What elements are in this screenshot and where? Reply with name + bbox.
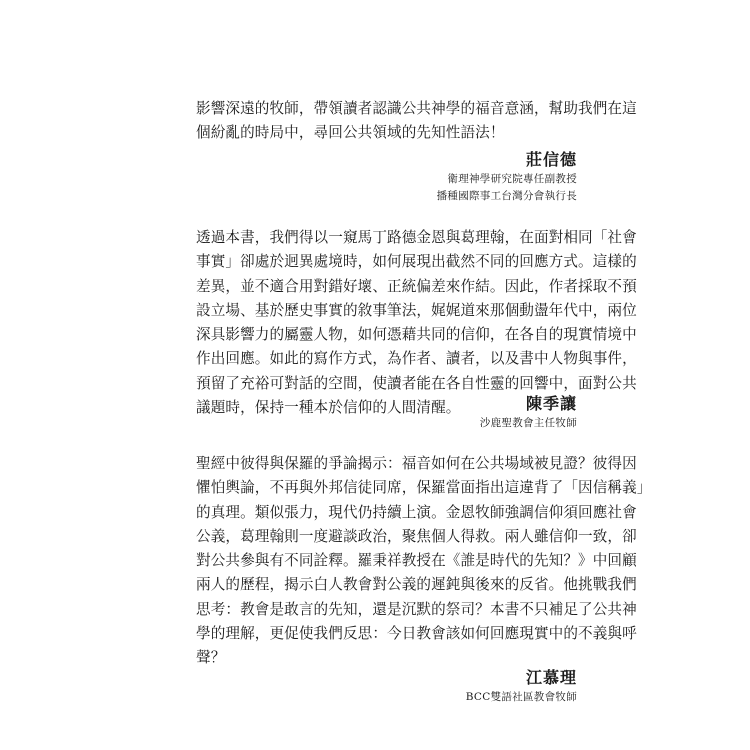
text-line: 事實」卻處於迥異處境時，如何展現出截然不同的回應方式。這樣的	[196, 253, 637, 271]
text-line: 聖經中彼得與保羅的爭論揭示：福音如何在公共場域被見證？彼得因	[196, 455, 637, 472]
text-line: 深具影響力的屬靈人物，如何憑藉共同的信仰，在各自的現實情境中	[196, 326, 637, 344]
text-line: 設立場、基於歷史事實的敘事筆法，娓娓道來那個動盪年代中，兩位	[196, 301, 637, 319]
endorsement-paragraph-1	[196, 97, 637, 146]
text-line: 聲？	[196, 649, 226, 667]
text-line: 差異，並不適合用對錯好壞、正統偏差來作結。因此，作者採取不預	[196, 277, 637, 295]
text-line: 的真理。類似張力，現代仍持續上演。金恩牧師強調信仰須回應社會	[196, 503, 637, 521]
endorser-title: BCC雙語社區教會牧師	[465, 691, 577, 703]
text-line: 公義，葛理翰則一度避談政治，聚焦個人得救。兩人雖信仰一致，卻	[196, 527, 637, 545]
endorser-title: 播種國際事工台灣分會執行長	[436, 190, 577, 202]
endorsement-signature-3	[466, 667, 577, 706]
endorsement-signature-2	[480, 393, 577, 432]
endorser-title: 沙鹿聖教會主任牧師	[479, 417, 577, 429]
endorser-title: 衛理神學研究院專任副教授	[447, 173, 577, 185]
text-line: 影響深遠的牧師，帶領讀者認識公共神學的福音意涵，幫助我們在這	[196, 100, 637, 117]
text-line: 個紛亂的時局中，尋回公共領域的先知性語法！	[196, 124, 505, 142]
text-line: 對公共參與有不同詮釋。羅秉祥教授在《誰是時代的先知？》中回顧	[196, 552, 637, 570]
text-line: 議題時，保持一種本於信仰的人間清醒。	[196, 399, 461, 417]
text-line: 兩人的歷程，揭示白人教會對公義的遲鈍與後來的反省。他挑戰我們	[196, 576, 637, 594]
endorsement-signature-1	[437, 149, 577, 205]
text-line: 懼怕輿論，不再與外邦信徒同席，保羅當面指出這違背了「因信稱義」	[196, 479, 652, 497]
text-line: 透過本書，我們得以一窺馬丁路德金恩與葛理翰，在面對相同「社會	[196, 229, 637, 246]
endorser-name: 莊信德	[525, 150, 577, 169]
text-line: 思考：教會是敢言的先知，還是沉默的祭司？本書不只補足了公共神	[196, 600, 637, 618]
endorser-name: 陳季讓	[525, 394, 577, 413]
endorser-name: 江慕理	[525, 668, 577, 687]
text-line: 作出回應。如此的寫作方式，為作者、讀者，以及書中人物與事件，	[196, 350, 637, 368]
endorsement-paragraph-2	[196, 226, 637, 420]
endorsement-paragraph-3	[196, 452, 652, 671]
text-line: 學的理解，更促使我們反思：今日教會該如何回應現實中的不義與呼	[196, 625, 637, 643]
text-line: 預留了充裕可對話的空間，使讀者能在各自性靈的回響中，面對公共	[196, 374, 637, 392]
